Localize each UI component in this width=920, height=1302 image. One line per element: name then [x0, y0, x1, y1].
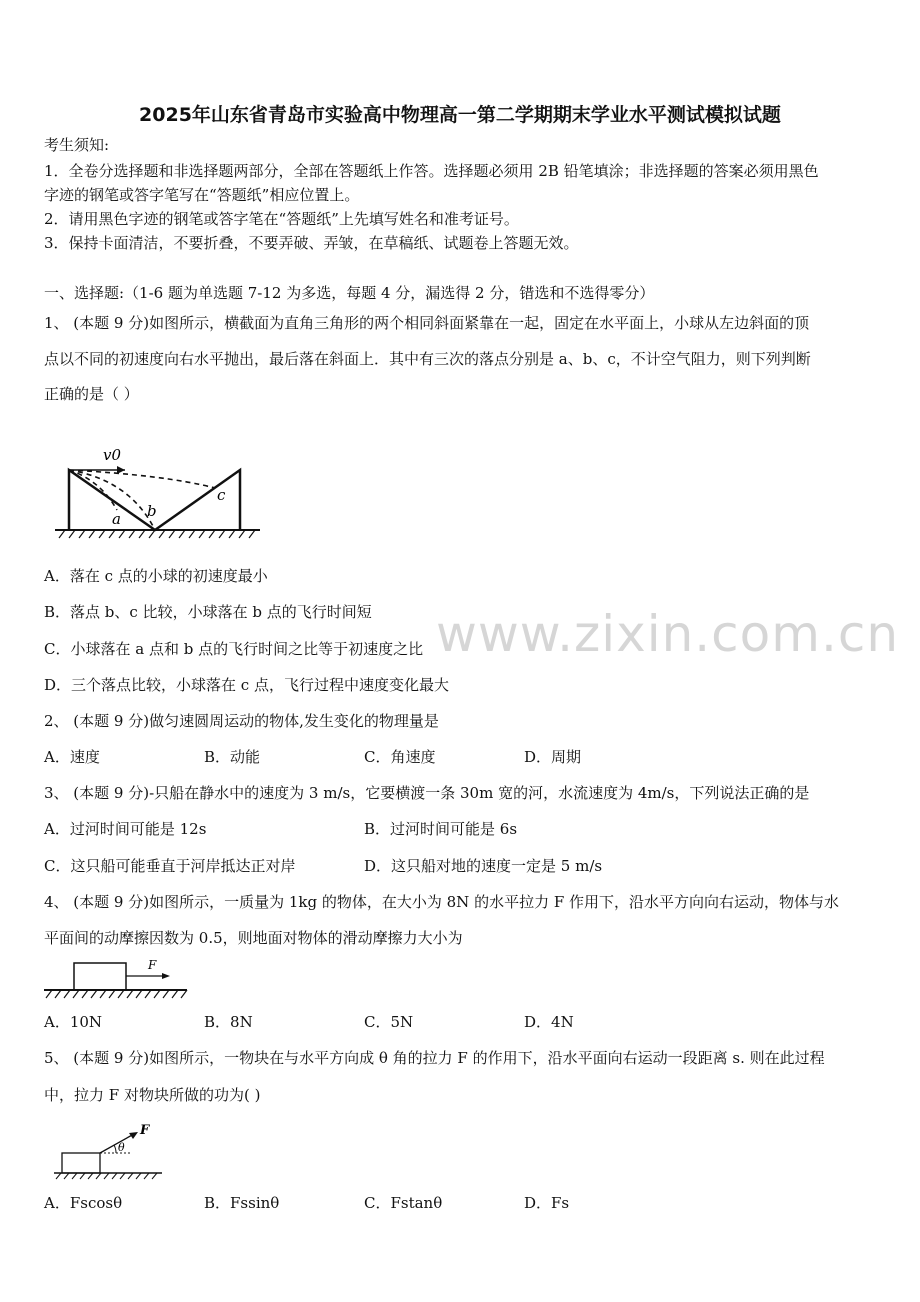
point-a-label: a [112, 510, 121, 528]
notice-item: 1．全卷分选择题和非选择题两部分，全部在答题纸上作答。选择题必须用 2B 铅笔填涂；非选择题的答案必须用黑色 [44, 162, 819, 180]
question-3-stem: 3、 (本题 9 分)-只船在静水中的速度为 3 m/s，它要横渡一条 30m 宽的河，水流速度为 4m/s，下列说法正确的是 [44, 784, 810, 802]
page-title: 2025年山东省青岛市实验高中物理高一第二学期期末学业水平测试模拟试题 [139, 104, 781, 126]
question-1-option-c: C．小球落在 a 点和 b 点的飞行时间之比等于初速度之比 [44, 640, 424, 658]
notice-heading: 考生须知: [44, 136, 110, 154]
force-f-label: F [148, 958, 157, 972]
watermark: www.zixin.com.cn [436, 605, 900, 663]
point-c-label: c [217, 486, 226, 504]
question-3-option-a: A．过河时间可能是 12s [44, 820, 207, 838]
question-1-stem: 点以不同的初速度向右水平抛出，最后落在斜面上．其中有三次的落点分别是 a、b、c，不计空气阻力，则下列判断 [44, 350, 811, 368]
question-4-option-a: A．10N [44, 1013, 103, 1031]
question-5-option-d: D．Fs [524, 1194, 570, 1212]
question-2-option-a: A．速度 [44, 748, 100, 766]
section-heading: 一、选择题:（1-6 题为单选题 7-12 为多选，每题 4 分，漏选得 2 分，错选和不选得零分） [44, 284, 655, 302]
angle-theta-label: θ [118, 1141, 125, 1154]
question-2-option-c: C．角速度 [364, 748, 436, 766]
question-5-option-b: B．Fssinθ [204, 1194, 280, 1212]
question-4-option-b: B．8N [204, 1013, 253, 1031]
question-5-stem: 5、 (本题 9 分)如图所示，一物块在与水平方向成 θ 角的拉力 F 的作用下，沿水平面向右运动一段距离 s. 则在此过程 [44, 1049, 825, 1067]
notice-item: 字迹的钢笔或答字笔写在“答题纸”相应位置上。 [44, 186, 360, 204]
question-5-option-a: A．Fscosθ [44, 1194, 123, 1212]
notice-item: 3．保持卡面清洁，不要折叠，不要弄破、弄皱，在草稿纸、试题卷上答题无效。 [44, 234, 579, 252]
force-f-label: F [140, 1123, 150, 1138]
notice-item: 2．请用黑色字迹的钢笔或答字笔在“答题纸”上先填写姓名和准考证号。 [44, 210, 519, 228]
question-1-figure [55, 440, 265, 550]
question-1-option-a: A．落在 c 点的小球的初速度最小 [44, 567, 268, 585]
question-4-option-c: C．5N [364, 1013, 414, 1031]
question-1-option-d: D．三个落点比较，小球落在 c 点，飞行过程中速度变化最大 [44, 676, 449, 694]
question-3-option-b: B．过河时间可能是 6s [364, 820, 518, 838]
question-5-option-c: C．Fstanθ [364, 1194, 443, 1212]
question-2-option-b: B．动能 [204, 748, 261, 766]
v0-label: v0 [103, 446, 122, 464]
question-4-figure [42, 955, 192, 1005]
question-3-option-c: C．这只船可能垂直于河岸抵达正对岸 [44, 857, 296, 875]
question-2-option-d: D．周期 [524, 748, 582, 766]
point-b-label: b [147, 502, 157, 520]
question-3-option-d: D．这只船对地的速度一定是 5 m/s [364, 857, 603, 875]
question-2-stem: 2、 (本题 9 分)做匀速圆周运动的物体,发生变化的物理量是 [44, 712, 439, 730]
question-4-stem: 平面间的动摩擦因数为 0.5，则地面对物体的滑动摩擦力大小为 [44, 929, 463, 947]
question-5-figure [52, 1120, 167, 1180]
question-4-option-d: D．4N [524, 1013, 574, 1031]
question-1-stem: 1、 (本题 9 分)如图所示，横截面为直角三角形的两个相同斜面紧靠在一起，固定在水平面上，小球从左边斜面的顶 [44, 314, 810, 332]
question-1-stem: 正确的是（ ） [44, 385, 139, 403]
question-5-stem: 中，拉力 F 对物块所做的功为( ) [44, 1086, 261, 1104]
question-1-option-b: B．落点 b、c 比较，小球落在 b 点的飞行时间短 [44, 603, 372, 621]
question-4-stem: 4、 (本题 9 分)如图所示，一质量为 1kg 的物体，在大小为 8N 的水平拉力 F 作用下，沿水平方向向右运动，物体与水 [44, 893, 840, 911]
